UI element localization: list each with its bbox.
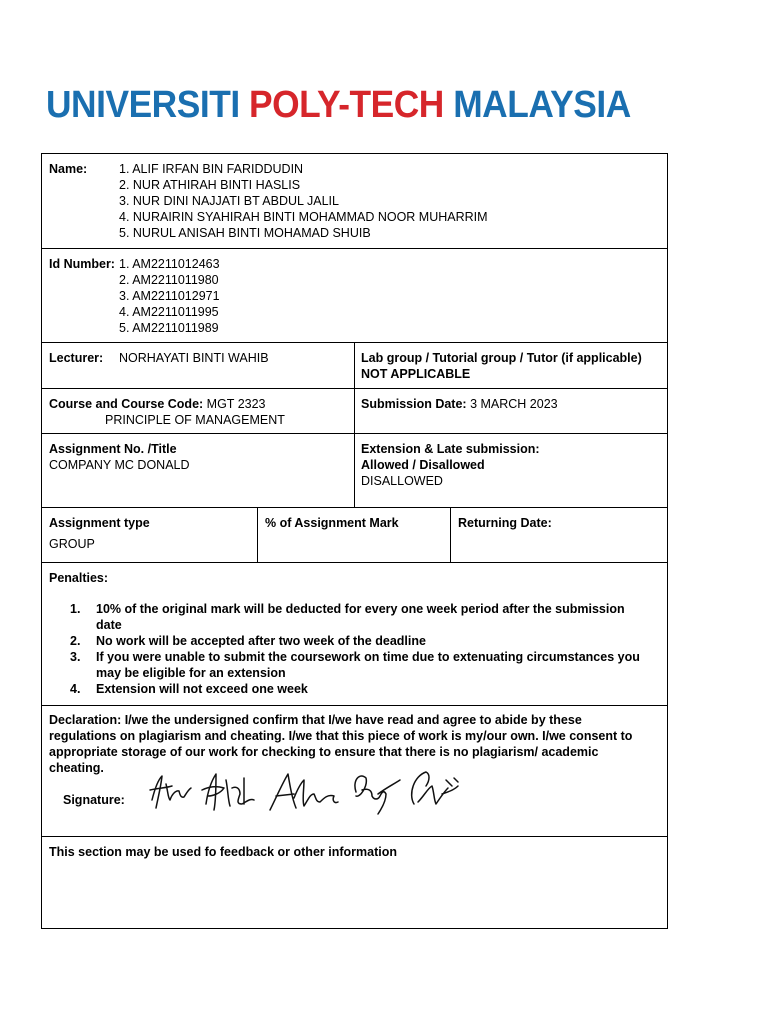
assignment-type-cell xyxy=(42,508,257,562)
assignment-cell xyxy=(42,434,354,507)
id-item: 1. AM2211012463 xyxy=(119,257,220,271)
assignment-label: Assignment No. /Title xyxy=(49,442,177,456)
submission-line xyxy=(361,396,558,412)
submission-value: 3 MARCH 2023 xyxy=(470,397,558,411)
signature-mark xyxy=(202,774,254,810)
assignment-value: COMPANY MC DONALD xyxy=(49,458,190,472)
name-item: 1. ALIF IRFAN BIN FARIDDUDIN xyxy=(119,162,304,176)
id-item: 3. AM2211012971 xyxy=(119,289,220,303)
feedback-label: This section may be used fo feedback or other information xyxy=(49,845,397,859)
name-row xyxy=(42,154,667,249)
id-item: 2. AM2211011980 xyxy=(119,273,219,287)
penalty-item xyxy=(70,681,650,697)
id-item: 5. AM2211011989 xyxy=(119,321,219,335)
name-item: 4. NURAIRIN SYAHIRAH BINTI MOHAMMAD NOOR MUHARRIM xyxy=(119,210,488,224)
penalty-number: 2. xyxy=(70,634,81,648)
returning-date-label: Returning Date: xyxy=(458,516,552,530)
feedback-row xyxy=(42,837,667,930)
logo-text-malaysia: MALAYSIA xyxy=(443,84,631,126)
extension-value: DISALLOWED xyxy=(361,474,443,488)
course-cell xyxy=(42,389,354,433)
signatures-area xyxy=(146,764,466,816)
logo-text-polytech: POLY-TECH xyxy=(249,84,444,126)
declaration-line: regulations on plagiarism and cheating. I/we that this piece of work is my/our own. I/we consent to xyxy=(49,729,633,743)
penalty-number: 1. xyxy=(70,602,81,616)
lecturer-cell xyxy=(42,343,354,388)
penalty-text: If you were unable to submit the coursework on time due to extenuating circumstances you xyxy=(96,650,640,664)
name-label: Name: xyxy=(49,162,88,176)
lab-group-label: Lab group / Tutorial group / Tutor (if applicable) xyxy=(361,351,642,365)
lab-group-value: NOT APPLICABLE xyxy=(361,367,471,381)
signatures-image xyxy=(146,764,466,816)
penalty-text: Extension will not exceed one week xyxy=(96,682,308,696)
penalty-text: No work will be accepted after two week of the deadline xyxy=(96,634,426,648)
penalty-text: may be eligible for an extension xyxy=(96,666,286,680)
id-row xyxy=(42,249,667,343)
returning-date-cell xyxy=(450,508,667,562)
declaration-line: Declaration: I/we the undersigned confirm that I/we have read and agree to abide by these xyxy=(49,713,582,727)
assignment-cover-form xyxy=(41,153,668,929)
course-label: Course and Course Code: xyxy=(49,397,204,411)
assignment-type-value: GROUP xyxy=(49,537,95,551)
penalties-list xyxy=(70,601,650,697)
declaration-line: appropriate storage of our work for checking to ensure that there is no plagiarism/ academic xyxy=(49,745,599,759)
penalty-number: 4. xyxy=(70,682,81,696)
id-label: Id Number: xyxy=(49,257,115,271)
assignment-type-label: Assignment type xyxy=(49,516,150,530)
assignment-mark-cell xyxy=(257,508,450,562)
extension-cell xyxy=(354,434,667,507)
penalty-number: 3. xyxy=(70,650,81,664)
penalties-row xyxy=(42,563,667,706)
submission-label: Submission Date: xyxy=(361,397,467,411)
assignment-row xyxy=(42,434,667,508)
signature-mark xyxy=(355,776,400,814)
lecturer-row xyxy=(42,343,667,389)
extension-options: Allowed / Disallowed xyxy=(361,458,485,472)
penalty-item xyxy=(70,633,650,649)
course-code: MGT 2323 xyxy=(206,397,266,411)
course-line xyxy=(49,396,266,412)
submission-cell xyxy=(354,389,667,433)
lecturer-label: Lecturer: xyxy=(49,351,104,365)
signature-mark xyxy=(150,776,191,808)
penalty-item xyxy=(70,649,650,681)
penalty-text: date xyxy=(96,618,122,632)
course-name: PRINCIPLE OF MANAGEMENT xyxy=(105,413,285,427)
id-item: 4. AM2211011995 xyxy=(119,305,219,319)
assignment-type-row xyxy=(42,508,667,563)
university-logo xyxy=(46,84,631,127)
lecturer-value: NORHAYATI BINTI WAHIB xyxy=(119,351,269,365)
id-list xyxy=(119,256,220,336)
lab-group-cell xyxy=(354,343,667,388)
names-list xyxy=(119,161,488,241)
name-item: 5. NURUL ANISAH BINTI MOHAMAD SHUIB xyxy=(119,226,371,240)
name-item: 3. NUR DINI NAJJATI BT ABDUL JALIL xyxy=(119,194,339,208)
extension-label: Extension & Late submission: xyxy=(361,442,540,456)
assignment-mark-label: % of Assignment Mark xyxy=(265,516,399,530)
declaration-line: cheating. xyxy=(49,761,104,775)
penalties-label: Penalties: xyxy=(49,571,109,585)
penalty-item xyxy=(70,601,650,633)
penalty-text: 10% of the original mark will be deducted for every one week period after the submission xyxy=(96,602,625,616)
course-row xyxy=(42,389,667,434)
signature-mark xyxy=(270,774,338,810)
signature-label: Signature: xyxy=(63,793,125,807)
logo-text-universiti: UNIVERSITI xyxy=(46,84,250,126)
signature-mark xyxy=(412,772,458,804)
name-item: 2. NUR ATHIRAH BINTI HASLIS xyxy=(119,178,301,192)
declaration-row xyxy=(42,706,667,837)
